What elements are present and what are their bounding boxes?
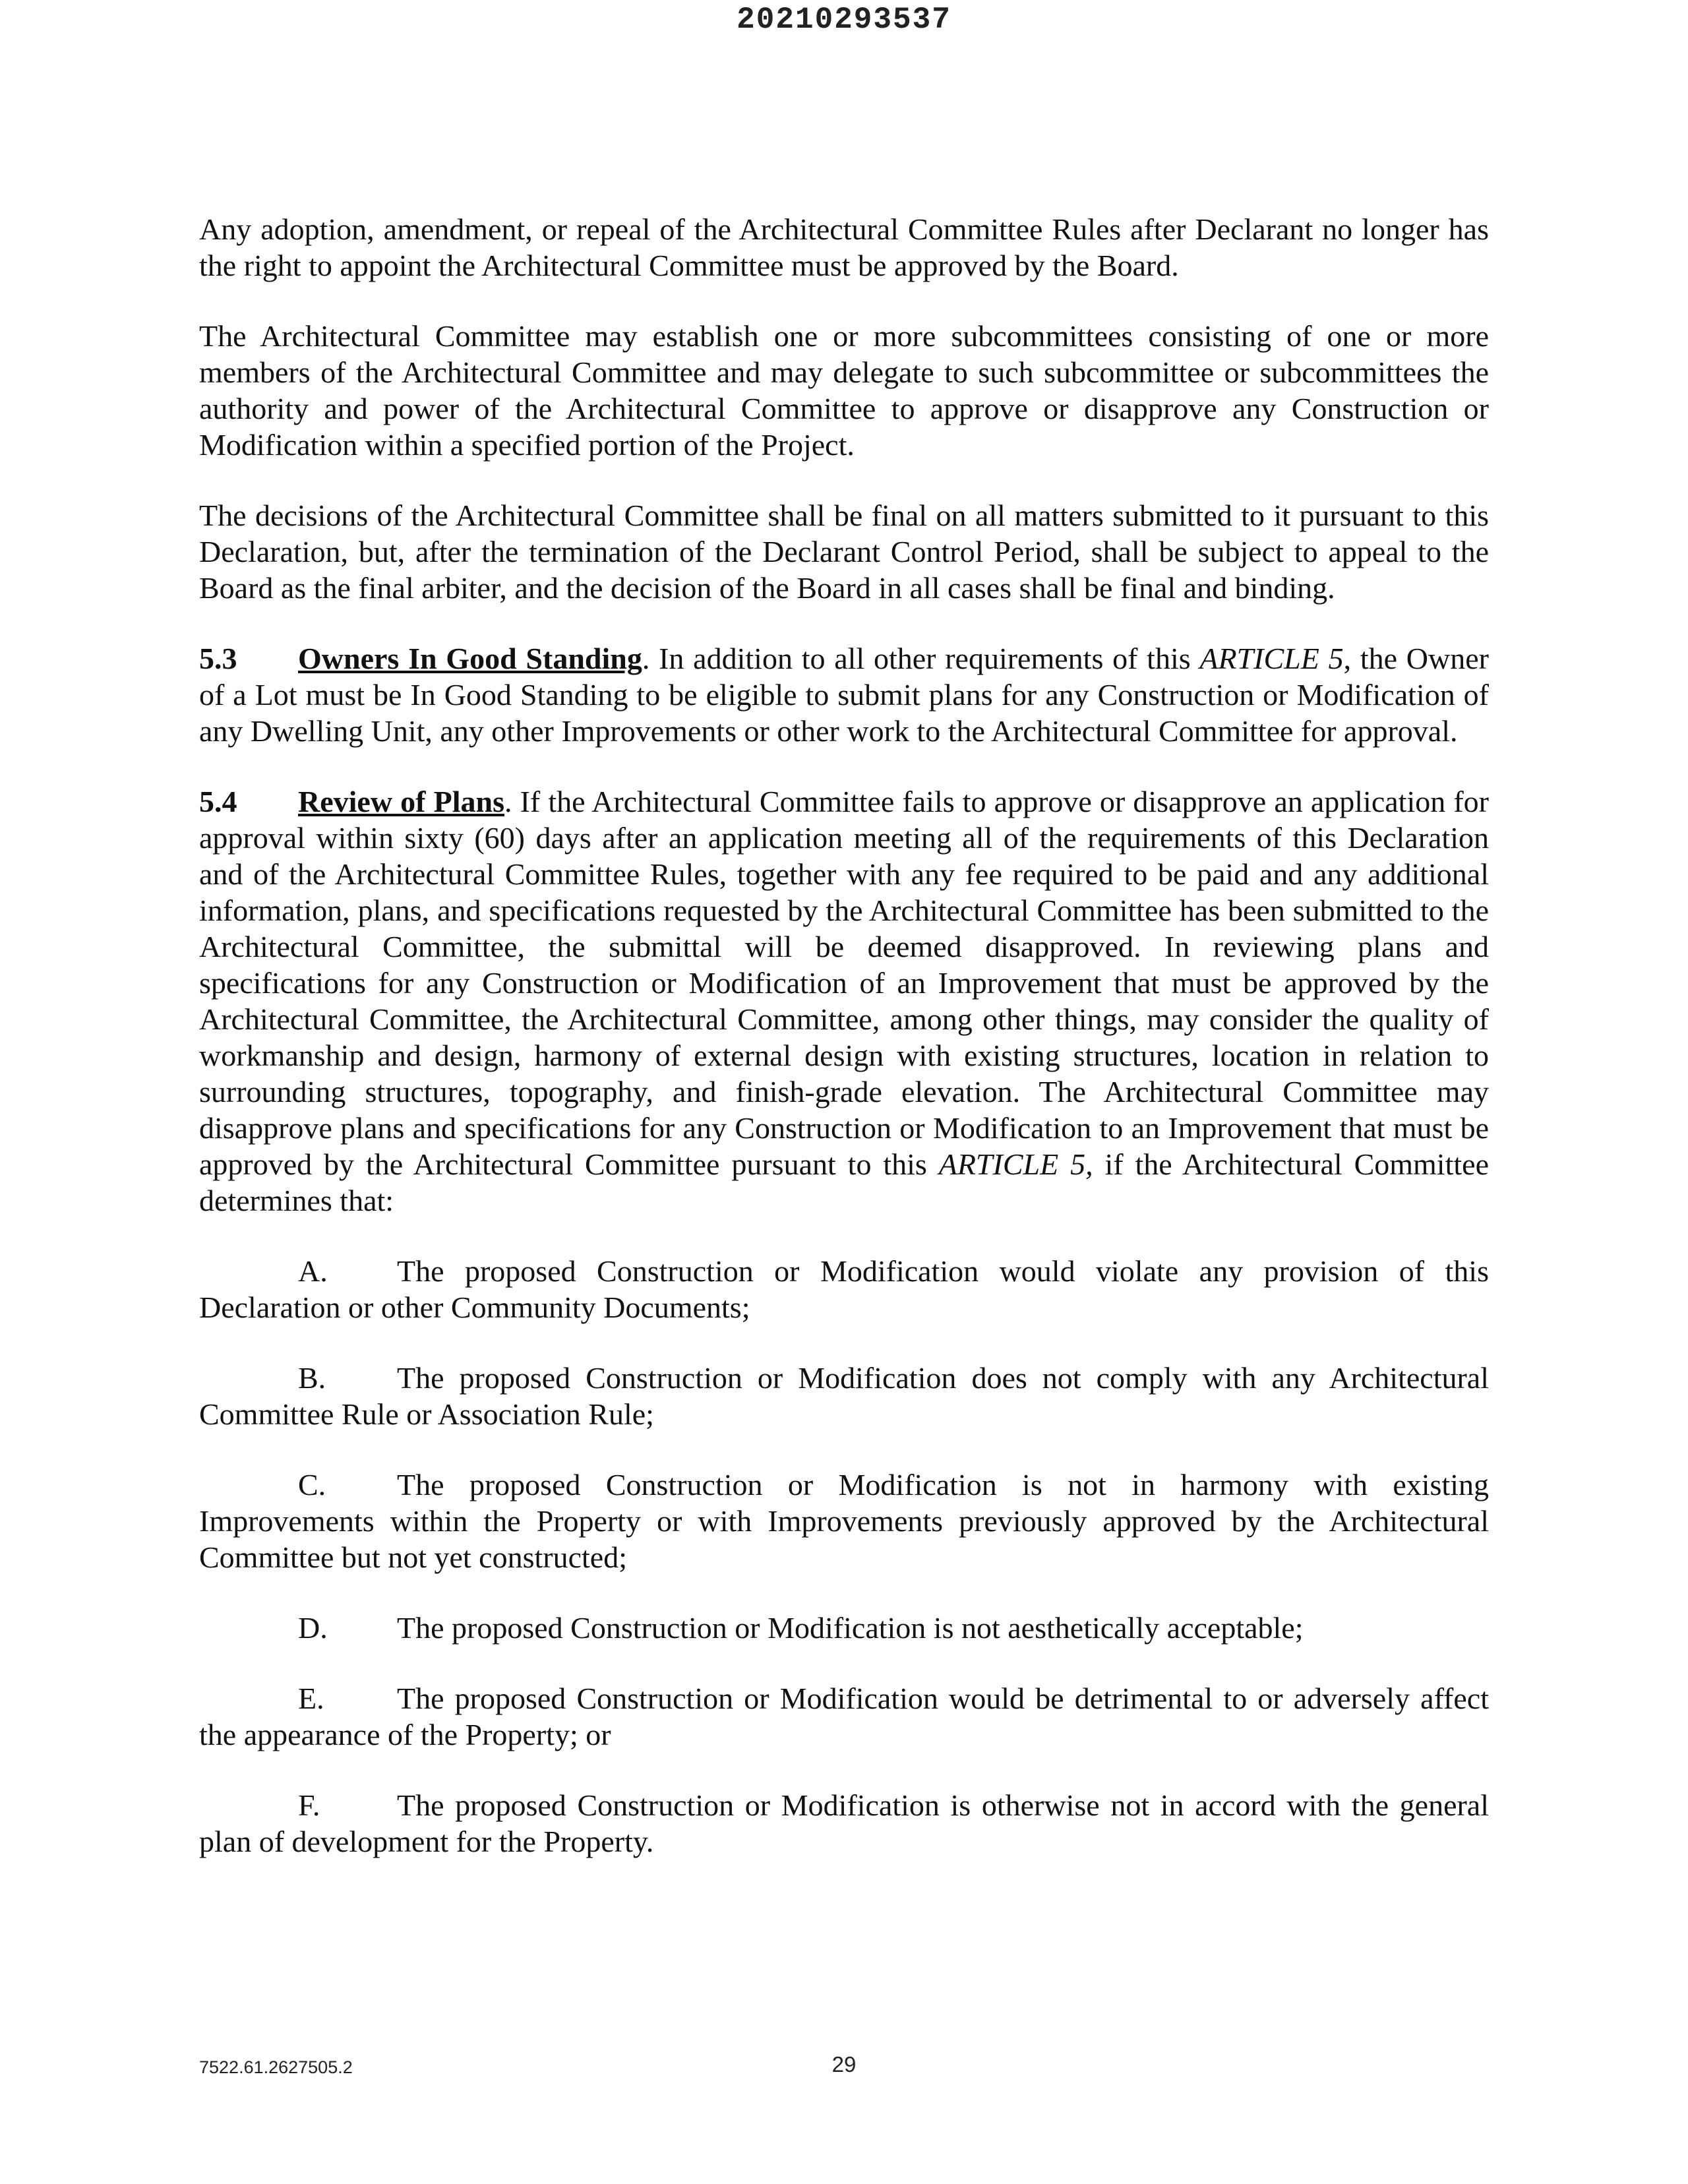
item-letter: A. bbox=[298, 1254, 328, 1288]
item-letter: E. bbox=[298, 1682, 324, 1715]
section-number: 5.3 bbox=[199, 642, 237, 675]
article-reference: ARTICLE 5, bbox=[938, 1147, 1093, 1181]
section-text: , the Owner of a Lot must be In Good Standing to be eligible to submit plans for any Construction or Modification of any Dwelling Unit, any other Improvements or other work to the Architectural Committee for approval. bbox=[199, 642, 1489, 748]
section-text: . If the Architectural Committee fails to approve or disapprove an application for approval within sixty (60) days after an application meeting all of the requirements of this Declaration and of the Architectural Committee Rules, together with any fee required to be paid and any additional information, plans, and specifications requested by the Architectural Committee has been submitted to the Architectural Committee, the submittal will be deemed disapproved. In reviewing plans and specifications for any Construction or Modification of an Improvement that must be approved by the Architectural Committee, the Architectural Committee, among other things, may consider the quality of workmanship and design, harmony of external design with existing structures, location in relation to surrounding structures, topography, and finish-grade elevation. The Architectural Committee may disapprove plans and specifications for any Construction or Modification to an Improvement that must be approved by the Architectural Committee pursuant to this bbox=[199, 785, 1489, 1181]
footer-document-id: 7522.61.2627505.2 bbox=[199, 2057, 353, 2077]
item-letter: D. bbox=[298, 1611, 328, 1645]
section-5-3 bbox=[199, 640, 1489, 749]
paragraph-decisions: The decisions of the Architectural Committee shall be final on all matters submitted to it pursuant to this Declaration, but, after the termination of the Declarant Control Period, shall be subject to appeal to the Board as the final arbiter, and the decision of the Board in all cases shall be final and binding. bbox=[199, 499, 1489, 605]
recording-number: 20210293537 bbox=[737, 3, 951, 37]
list-item bbox=[199, 1680, 1489, 1753]
section-number: 5.4 bbox=[199, 785, 237, 818]
section-title: Owners In Good Standing bbox=[298, 642, 642, 675]
section-5-4 bbox=[199, 783, 1489, 1219]
article-reference: ARTICLE 5 bbox=[1199, 642, 1344, 675]
item-text: The proposed Construction or Modification is otherwise not in accord with the general plan of development for the Property. bbox=[199, 1788, 1489, 1858]
list-item bbox=[199, 1467, 1489, 1575]
item-letter: F. bbox=[298, 1788, 320, 1822]
list-item bbox=[199, 1360, 1489, 1432]
list-item bbox=[199, 1610, 1489, 1646]
item-text: The proposed Construction or Modification would be detrimental to or adversely affect the appearance of the Property; or bbox=[199, 1682, 1489, 1751]
paragraph-rules-approval: Any adoption, amendment, or repeal of the Architectural Committee Rules after Declarant no longer has the right to appoint the Architectural Committee must be approved by the Board. bbox=[199, 212, 1489, 282]
paragraph-subcommittees: The Architectural Committee may establish one or more subcommittees consisting of one or more members of the Architectural Committee and may delegate to such subcommittee or subcommittees the authority and power of the Architectural Committee to approve or disapprove any Construction or Modification within a specified portion of the Project. bbox=[199, 319, 1489, 462]
document-body bbox=[199, 211, 1489, 1894]
section-text: if the Architectural Committee determines that: bbox=[199, 1147, 1489, 1217]
item-text: The proposed Construction or Modification is not aesthetically acceptable; bbox=[397, 1611, 1304, 1645]
item-letter: C. bbox=[298, 1468, 326, 1502]
item-letter: B. bbox=[298, 1361, 326, 1395]
section-title: Review of Plans bbox=[298, 785, 504, 818]
list-item bbox=[199, 1253, 1489, 1325]
section-text: . In addition to all other requirements of this bbox=[642, 642, 1200, 675]
list-item bbox=[199, 1787, 1489, 1860]
page-number: 29 bbox=[831, 2052, 857, 2077]
item-text: The proposed Construction or Modification would violate any provision of this Declaration or other Community Documents; bbox=[199, 1254, 1489, 1324]
item-text: The proposed Construction or Modification is not in harmony with existing Improvements within the Property or with Improvements previously approved by the Architectural Committee but not yet constructed; bbox=[199, 1468, 1489, 1574]
item-text: The proposed Construction or Modification does not comply with any Architectural Committee Rule or Association Rule; bbox=[199, 1361, 1489, 1431]
